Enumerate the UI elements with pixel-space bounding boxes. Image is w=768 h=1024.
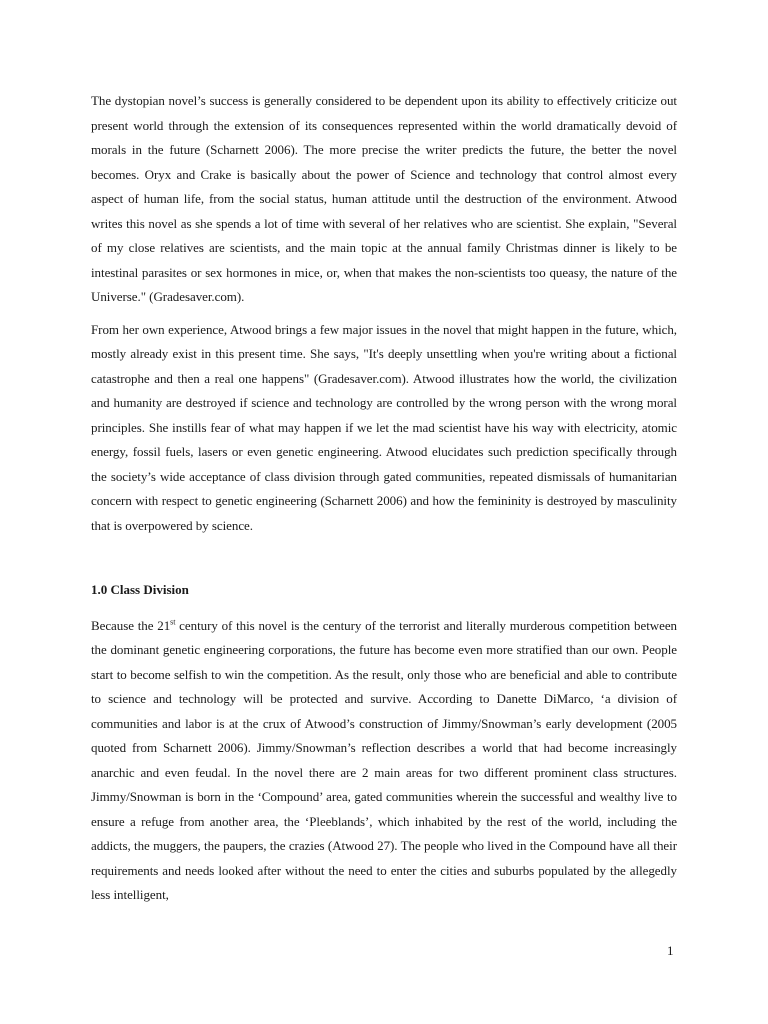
paragraph-lead: Because the 21 xyxy=(91,617,171,633)
document-body xyxy=(91,89,677,908)
paragraph-atwood-experience: From her own experience, Atwood brings a few major issues in the novel that might happen in the future, which, mostly already exist in this present time. She says, "It's deeply unsettling when you're writing about a fictional catastrophe and then a real one happens" (Gradesaver.com). Atwood illustrates how the world, the civilization and humanity are destroyed if science and technology are controlled by the wrong person with the wrong moral principles. She instills fear of what may happen if we let the mad scientist have his way with electricity, atomic energy, fossil fuels, lasers or even genetic engineering. Atwood elucidates such prediction specifically through the society’s wide acceptance of class division through gated communities, repeated dismissals of humanitarian concern with respect to genetic engineering (Scharnett 2006) and how the femininity is destroyed by masculinity that is overpowered by science. xyxy=(91,321,677,533)
ordinal-superscript: st xyxy=(170,617,176,627)
section-heading: 1.0 Class Division xyxy=(91,582,189,597)
paragraph-intro: The dystopian novel’s success is generally considered to be dependent upon its ability to effectively criticize out present world through the extension of its consequences represented within the world dramatically devoid of morals in the future (Scharnett 2006). The more precise the writer predicts the future, the better the novel becomes. Oryx and Crake is basically about the power of Science and technology that control almost every aspect of human life, from the social status, human attitude until the destruction of the environment. Atwood writes this novel as she spends a lot of time with several of her relatives who are scientist. She explain, "Several of my close relatives are scientists, and the main topic at the annual family Christmas dinner is likely to be intestinal parasites or sex hormones in mice, or, when that makes the non-scientists too queasy, the nature of the Universe." (Gradesaver.com). xyxy=(91,93,677,304)
page-number: 1 xyxy=(667,943,674,958)
paragraph-rest: century of this novel is the century of the terrorist and literally murderous competition between the dominant genetic engineering corporations, the future has become even more stratified than our own. People start to become selfish to win the competition. As the result, only those who are beneficial and able to contribute to science and technology will be protected and survive. According to Danette DiMarco, ‘a division of communities and labor is at the crux of Atwood’s construction of Jimmy/Snowman’s early development (2005 quoted from Scharnett 2006). Jimmy/Snowman’s reflection describes a world that had become increasingly anarchic and even feudal. In the novel there are 2 main areas for two different prominent class structures. Jimmy/Snowman is born in the ‘Compound’ area, gated communities wherein the successful and wealthy live to ensure a refuge from another area, the ‘Pleeblands’, which inhabited by the rest of the world, including the addicts, the muggers, the paupers, the crazies (Atwood 27). The people who lived in the Compound have all their requirements and needs looked after without the need to enter the cities and suburbs populated by the allegedly less intelligent, xyxy=(91,617,677,902)
paragraph-class-division xyxy=(91,614,677,908)
